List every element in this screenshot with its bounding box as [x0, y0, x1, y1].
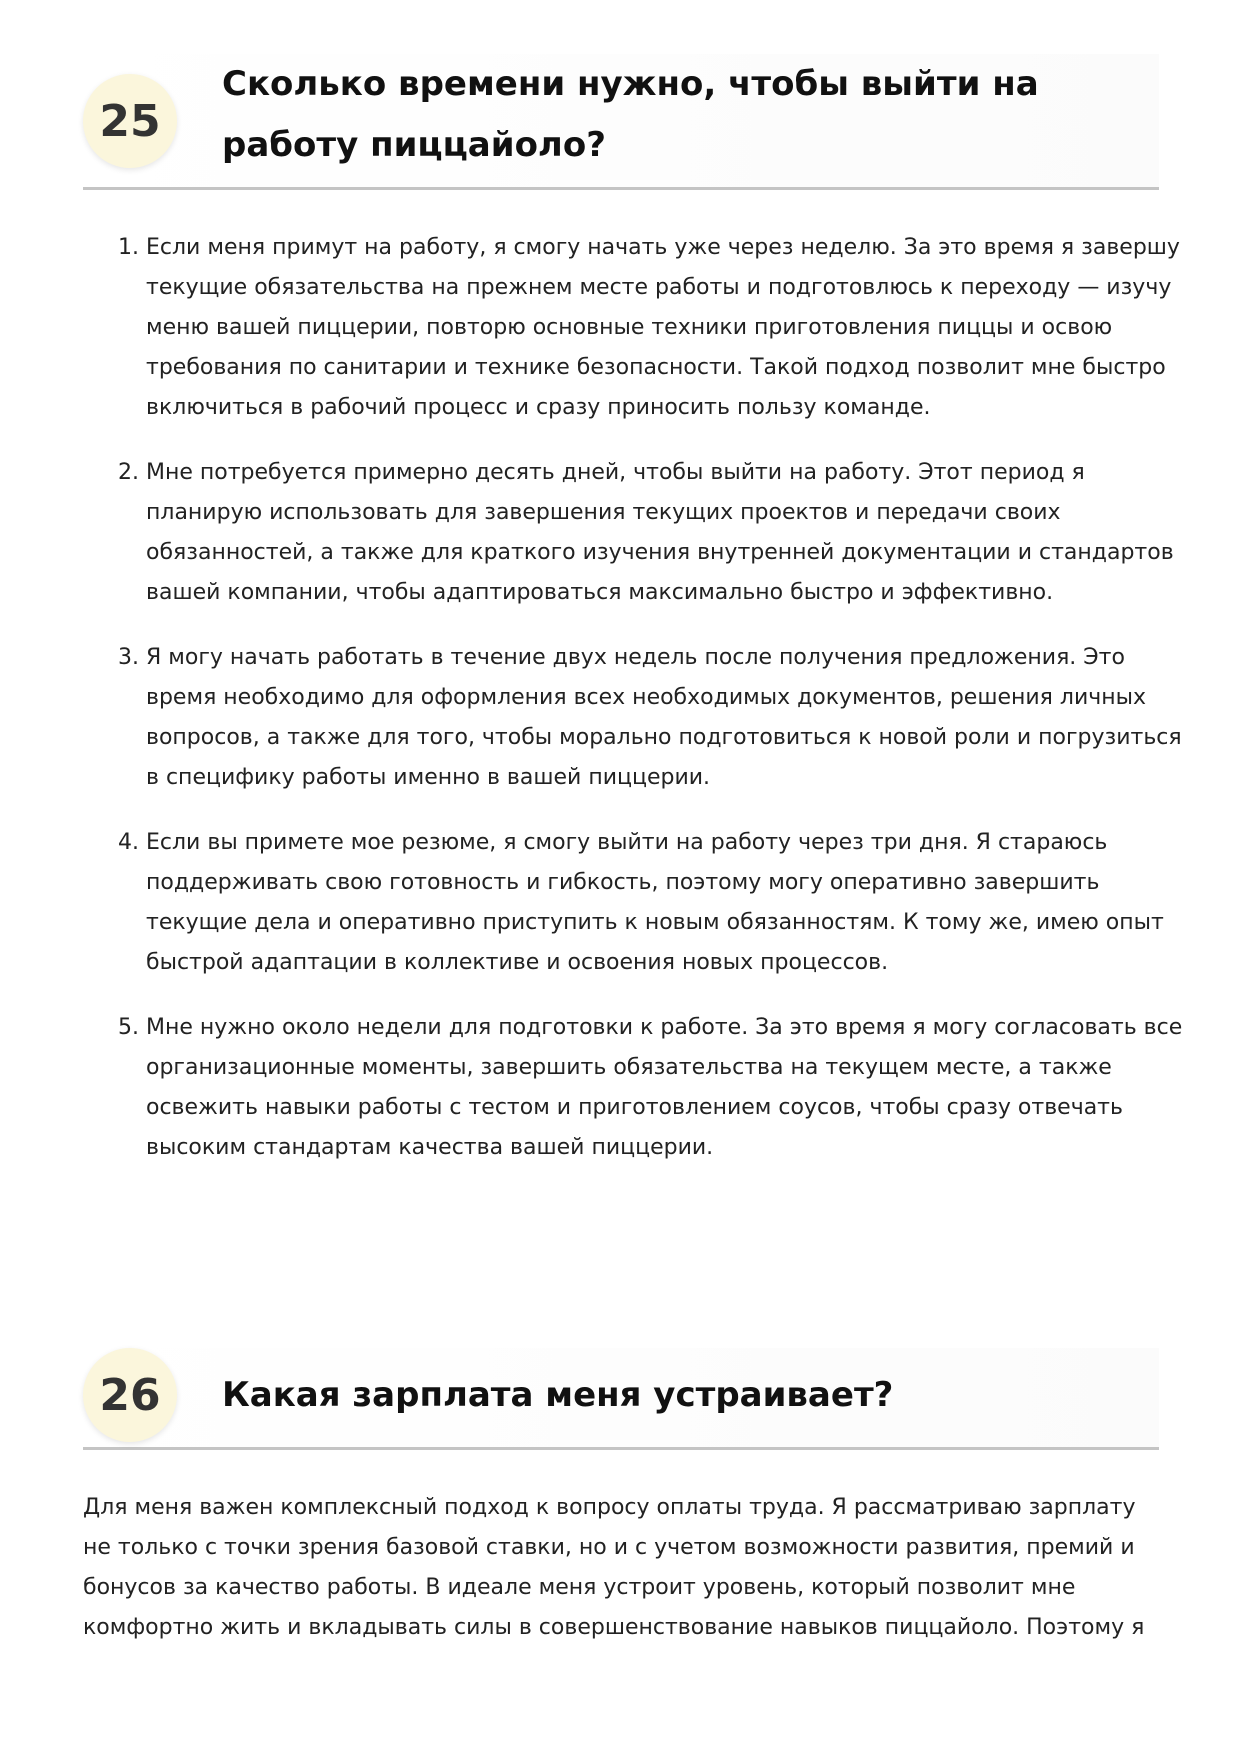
answer-item-5: 5. Мне нужно около недели для подготовки к работе. За это время я могу согласовать все организационные моменты, завершить обязательства на текущем месте, а также освежить навыки работы с тестом и приготовлением соусов, чтобы сразу отвечать высоким стандартам качества вашей пиццерии.	[146, 1008, 1196, 1168]
answer-item-1: 1. Если меня примут на работу, я смогу начать уже через неделю. За это время я завершу текущие обязательства на прежнем месте работы и подготовлюсь к переходу — изучу меню вашей пиццерии, повторю основные техники приготовления пиццы и освою требования по санитарии и технике безопасности. Такой подход позволит мне быстро включиться в рабочий процесс и сразу приносить пользу команде.	[146, 228, 1196, 428]
section-number-badge: 26	[83, 1348, 177, 1442]
answer-item-4: 4. Если вы примете мое резюме, я смогу выйти на работу через три дня. Я стараюсь поддерживать свою готовность и гибкость, поэтому могу оперативно завершить текущие дела и оперативно приступить к новым обязанностям. К тому же, имею опыт быстрой адаптации в коллективе и освоения новых процессов.	[146, 823, 1196, 983]
section-number-badge: 25	[83, 74, 177, 168]
answer-list	[117, 228, 1196, 1193]
section-25-header	[83, 54, 1159, 190]
answer-item-2: 2. Мне потребуется примерно десять дней, чтобы выйти на работу. Этот период я планирую использовать для завершения текущих проектов и передачи своих обязанностей, а также для краткого изучения внутренней документации и стандартов вашей компании, чтобы адаптироваться максимально быстро и эффективно.	[146, 453, 1196, 613]
section-title: Сколько времени нужно, чтобы выйти на работу пиццайоло?	[222, 64, 1039, 165]
section-title: Какая зарплата меня устраивает?	[222, 1375, 894, 1415]
answer-item-3: 3. Я могу начать работать в течение двух недель после получения предложения. Это время необходимо для оформления всех необходимых документов, решения личных вопросов, а также для того, чтобы морально подготовиться к новой роли и погрузиться в специфику работы именно в вашей пиццерии.	[146, 638, 1196, 798]
section-26-header	[83, 1348, 1159, 1450]
salary-answer-paragraph: Для меня важен комплексный подход к вопросу оплаты труда. Я рассматриваю зарплату не только с точки зрения базовой ставки, но и с учетом возможности развития, премий и бонусов за качество работы. В идеале меня устроит уровень, который позволит мне комфортно жить и вкладывать силы в совершенствование навыков пиццайоло. Поэтому я	[83, 1495, 1145, 1640]
